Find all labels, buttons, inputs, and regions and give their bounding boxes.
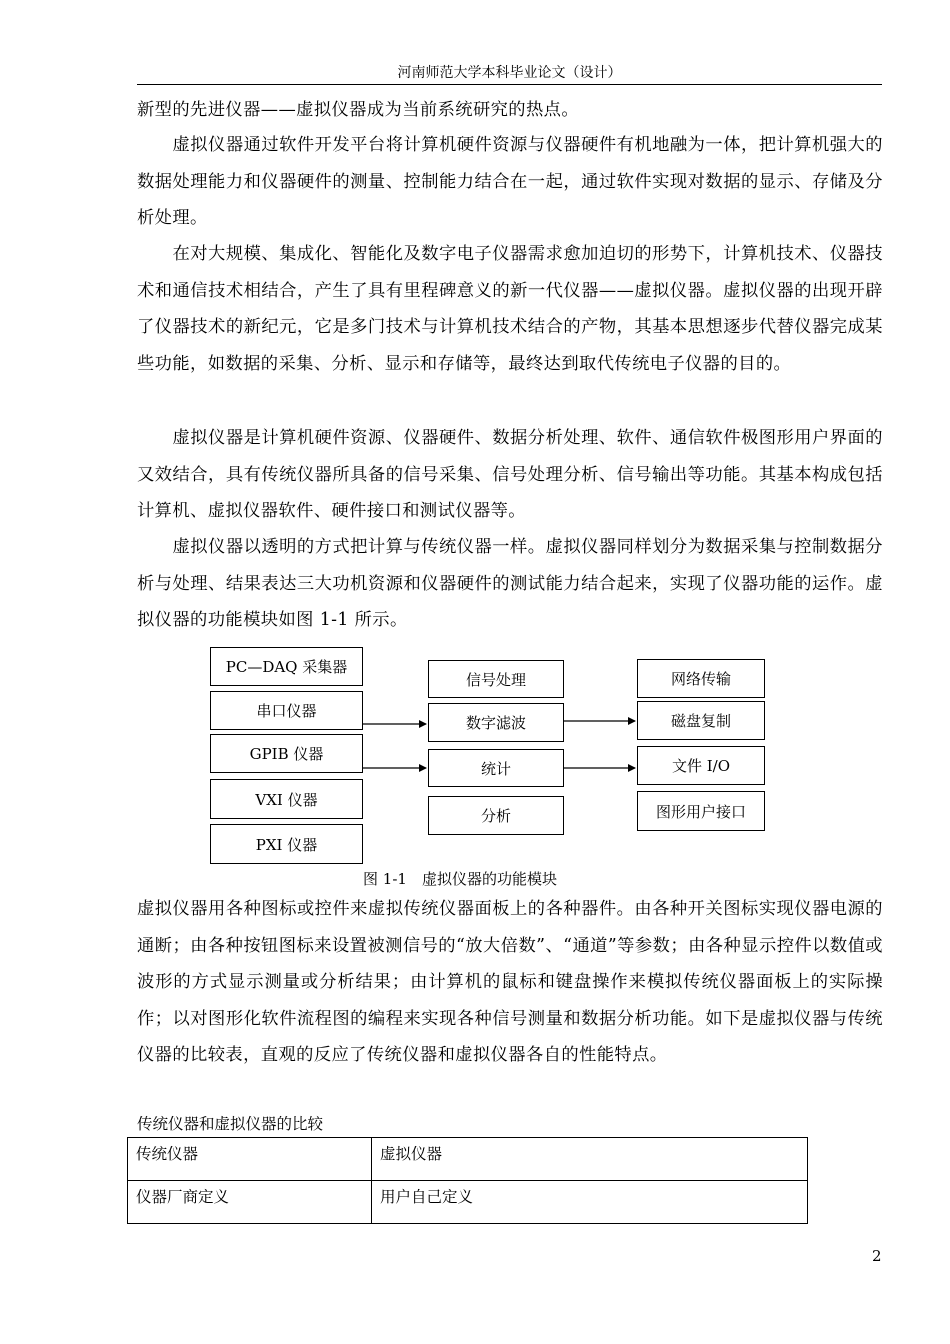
- box-pxi-instrument: PXI 仪器: [210, 824, 363, 864]
- table-cell: 用户自己定义: [372, 1181, 808, 1224]
- box-network-transfer: 网络传输: [637, 659, 765, 698]
- box-disk-copy: 磁盘复制: [637, 701, 765, 740]
- table-row: [128, 1138, 808, 1181]
- paragraph-5: 虚拟仪器以透明的方式把计算与传统仪器一样。虚拟仪器同样划分为数据采集与控制数据分析与处理、结果表达三大功机资源和仪器硬件的测试能力结合起来，实现了仪器功能的运作。虚拟仪器的功能模块如图 1-1 所示。: [137, 537, 883, 630]
- figure-caption: 图 1-1 虚拟仪器的功能模块: [363, 870, 557, 888]
- box-gui: 图形用户接口: [637, 791, 765, 831]
- box-file-io: 文件 I/O: [637, 746, 765, 785]
- box-statistics: 统计: [428, 749, 564, 787]
- comparison-table: [127, 1137, 808, 1224]
- box-pc-daq: PC—DAQ 采集器: [210, 647, 363, 686]
- box-digital-filter: 数字滤波: [428, 703, 564, 742]
- paragraph-4: 虚拟仪器是计算机硬件资源、仪器硬件、数据分析处理、软件、通信软件极图形用户界面的又效结合，具有传统仪器所具备的信号采集、信号处理分析、信号输出等功能。其基本构成包括计算机、虚拟仪器软件、硬件接口和测试仪器等。: [137, 428, 883, 521]
- box-serial-instrument: 串口仪器: [210, 691, 363, 730]
- box-signal-processing: 信号处理: [428, 660, 564, 698]
- paragraph-2: 虚拟仪器通过软件开发平台将计算机硬件资源与仪器硬件有机地融为一体，把计算机强大的数据处理能力和仪器硬件的测量、控制能力结合在一起，通过软件实现对数据的显示、存储及分析处理。: [137, 135, 883, 228]
- paragraph-3: 在对大规模、集成化、智能化及数字电子仪器需求愈加迫切的形势下，计算机技术、仪器技术和通信技术相结合，产生了具有里程碑意义的新一代仪器——虚拟仪器。虚拟仪器的出现开辟了仪器技术的新纪元，它是多门技术与计算机技术结合的产物，其基本思想逐步代替仪器完成某些功能，如数据的采集、分析、显示和存储等，最终达到取代传统电子仪器的目的。: [137, 244, 883, 374]
- table-title: 传统仪器和虚拟仪器的比较: [137, 1115, 324, 1133]
- table-cell: 传统仪器: [128, 1138, 372, 1181]
- table-cell: 虚拟仪器: [372, 1138, 808, 1181]
- box-vxi-instrument: VXI 仪器: [210, 779, 363, 819]
- box-analysis: 分析: [428, 796, 564, 835]
- page-header: 河南师范大学本科毕业论文（设计）: [397, 65, 622, 81]
- paragraph-1: 新型的先进仪器——虚拟仪器成为当前系统研究的热点。: [137, 100, 580, 120]
- box-gpib-instrument: GPIB 仪器: [210, 734, 363, 773]
- table-cell: 仪器厂商定义: [128, 1181, 372, 1224]
- table-row: [128, 1181, 808, 1224]
- paragraph-6: 虚拟仪器用各种图标或控件来虚拟传统仪器面板上的各种器件。由各种开关图标实现仪器电源的通断；由各种按钮图标来设置被测信号的“放大倍数”、“通道”等参数；由各种显示控件以数值或波形的方式显示测量或分析结果；由计算机的鼠标和键盘操作来模拟传统仪器面板上的实际操作；以对图形化软件流程图的编程来实现各种信号测量和数据分析功能。如下是虚拟仪器与传统仪器的比较表，直观的反应了传统仪器和虚拟仪器各自的性能特点。: [137, 899, 883, 1065]
- page-number: 2: [872, 1247, 882, 1265]
